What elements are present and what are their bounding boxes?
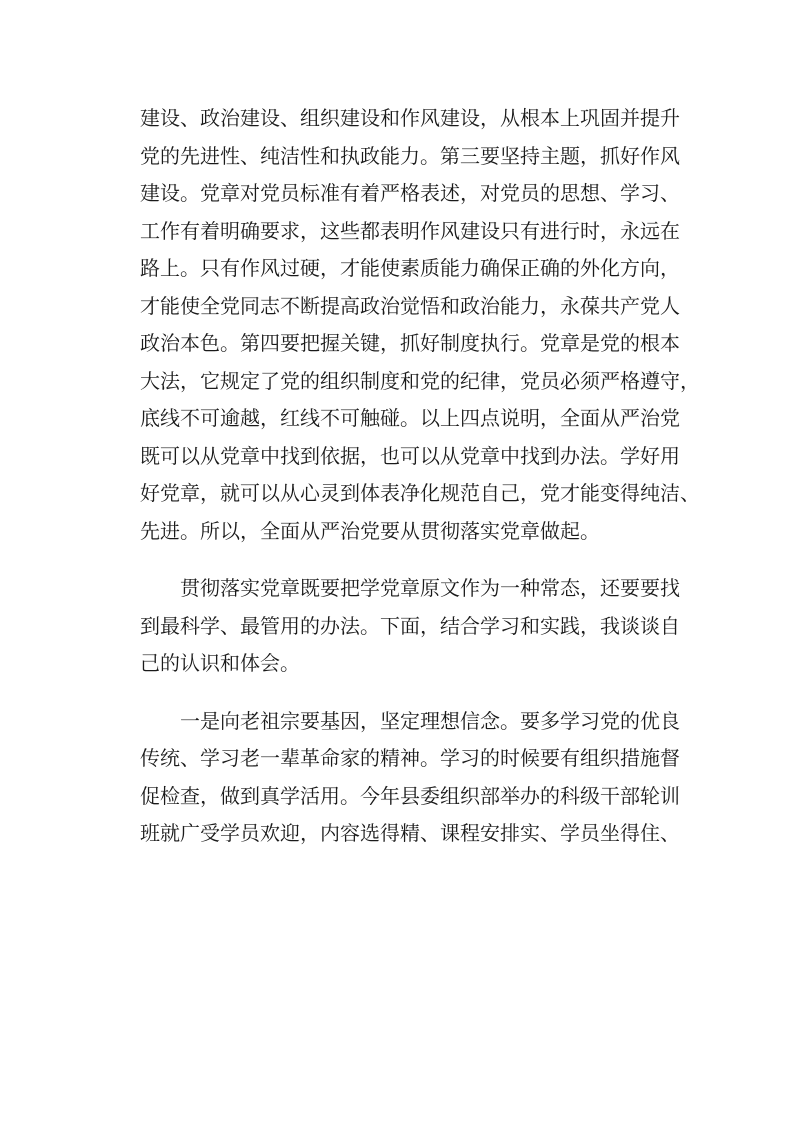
text-line: 既可以从党章中找到依据，也可以从党章中找到办法。学好用 (140, 443, 680, 468)
text-line: 促检查，做到真学活用。今年县委组织部举办的科级干部轮训 (140, 783, 680, 808)
text-line: 贯彻落实党章既要把学党章原文作为一种常态，还要要找 (180, 576, 680, 600)
text-line: 建设。党章对党员标准有着严格表述，对党员的思想、学习、 (140, 181, 680, 205)
paragraph-1 (140, 100, 700, 550)
text-line: 党的先进性、纯洁性和执政能力。第三要坚持主题，抓好作风 (140, 143, 680, 168)
text-line: 政治本色。第四要把握关键，抓好制度执行。党章是党的根本 (140, 331, 680, 355)
text-line: 工作有着明确要求，这些都表明作风建设只有进行时，永远在 (140, 218, 680, 243)
text-line: 底线不可逾越，红线不可触碰。以上四点说明，全面从严治党 (140, 406, 680, 430)
text-line: 大法，它规定了党的组织制度和党的纪律，党员必须严格遵守， (140, 368, 700, 393)
text-line: 己的认识和体会。 (140, 651, 300, 675)
text-line: 建设、政治建设、组织建设和作风建设，从根本上巩固并提升 (140, 106, 680, 130)
text-line: 到最科学、最管用的办法。下面，结合学习和实践，我谈谈自 (140, 613, 680, 638)
text-line: 一是向老祖宗要基因，坚定理想信念。要多学习党的优良 (180, 708, 680, 733)
text-line: 传统、学习老一辈革命家的精神。学习的时候要有组织措施督 (140, 746, 680, 770)
paragraph-gap (140, 550, 665, 570)
text-line: 路上。只有作风过硬，才能使素质能力确保正确的外化方向， (140, 256, 680, 280)
paragraph-3 (140, 703, 680, 853)
document-body (140, 100, 700, 853)
text-line: 才能使全党同志不断提高政治觉悟和政治能力，永葆共产党人 (140, 293, 680, 318)
text-line: 先进。所以，全面从严治党要从贯彻落实党章做起。 (140, 518, 600, 543)
text-line: 好党章，就可以从心灵到体表净化规范自己，党才能变得纯洁、 (140, 481, 700, 505)
paragraph-2 (140, 570, 680, 683)
paragraph-gap (140, 683, 665, 703)
text-line: 班就广受学员欢迎，内容选得精、课程安排实、学员坐得住、 (140, 821, 680, 845)
